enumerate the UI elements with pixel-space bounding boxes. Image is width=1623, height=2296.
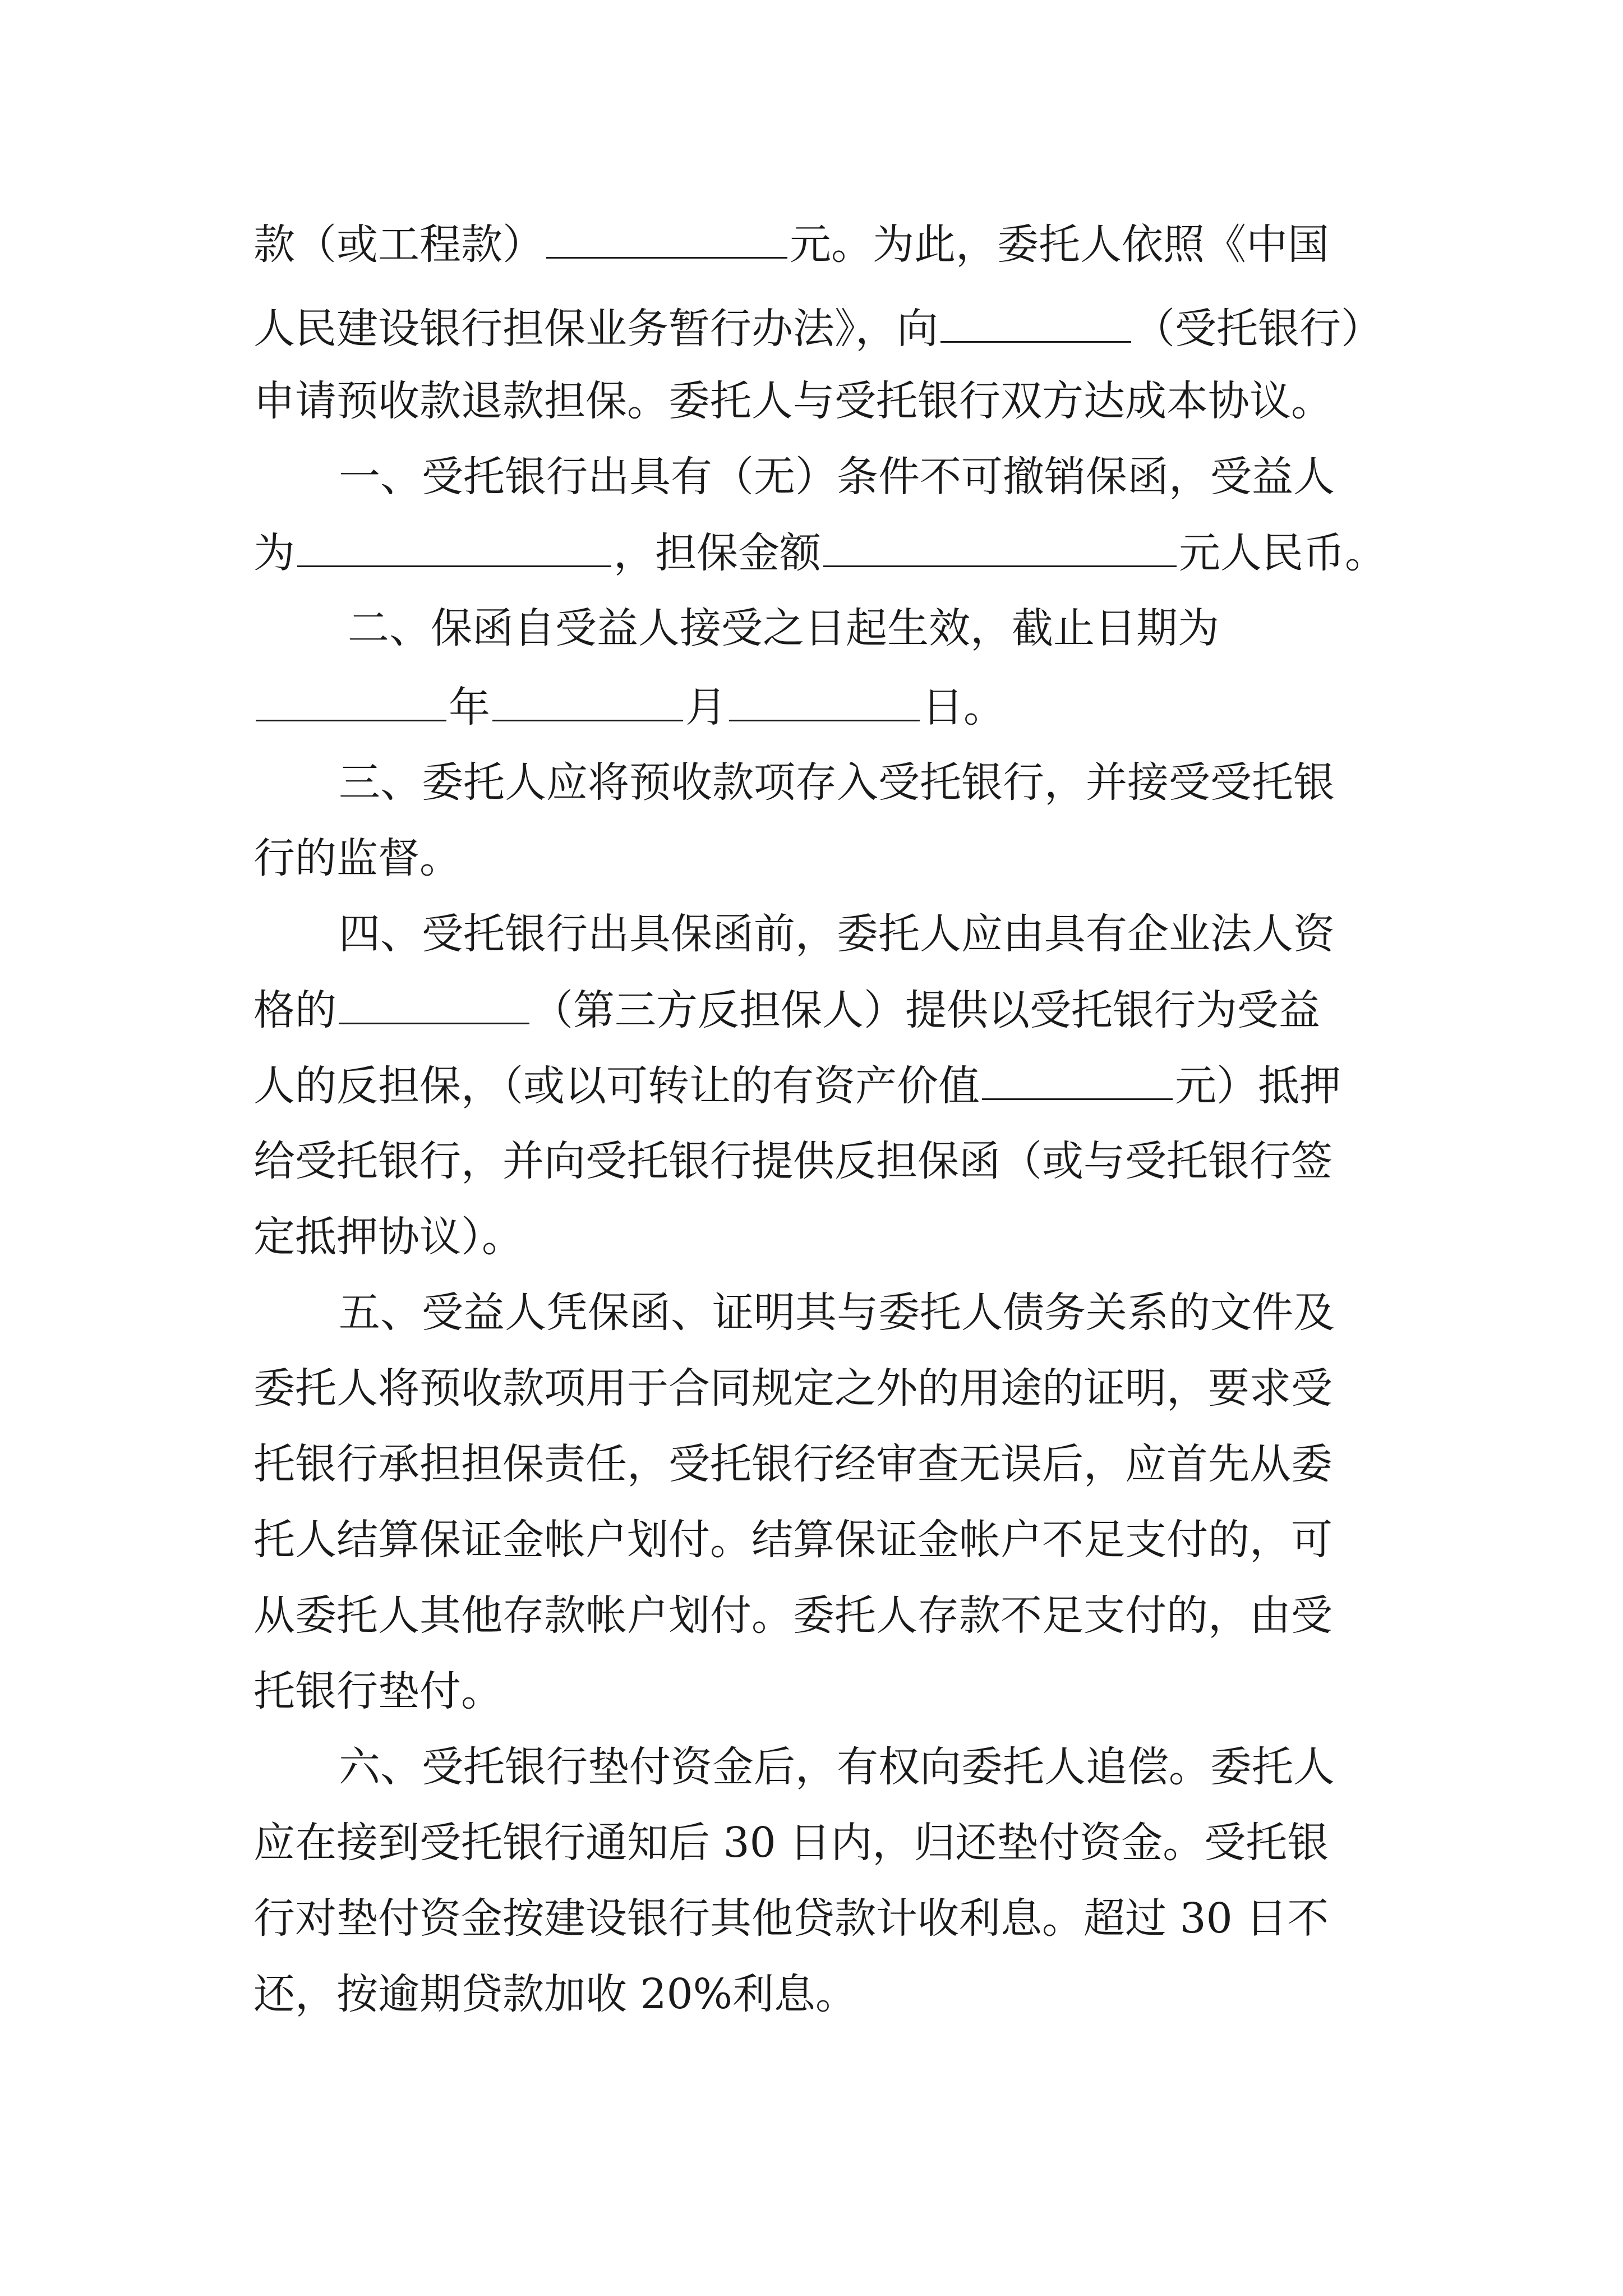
text-segment: ，担保金额 bbox=[614, 529, 821, 577]
text-segment: 元）抵押 bbox=[1175, 1062, 1341, 1110]
fill-blank bbox=[823, 522, 1177, 567]
text-segment: 月 bbox=[685, 683, 727, 731]
text-line: 四、受托银行出具保函前，委托人应由具有企业法人资 bbox=[339, 910, 1335, 958]
fill-blank bbox=[546, 213, 787, 259]
text-segment: 款（或工程款） bbox=[253, 220, 544, 269]
text-segment: 元人民币。 bbox=[1179, 529, 1386, 577]
text-line: 给受托银行，并向受托银行提供反担保函（或与受托银行签 bbox=[253, 1137, 1332, 1185]
text-segment: 格的 bbox=[253, 986, 336, 1034]
text-line: 托银行垫付。 bbox=[253, 1667, 502, 1715]
fill-blank bbox=[339, 979, 529, 1024]
fill-blank bbox=[940, 297, 1131, 343]
text-line: 托银行承担担保责任，受托银行经审查无误后，应首先从委 bbox=[253, 1440, 1332, 1488]
text-line bbox=[253, 522, 1386, 583]
text-segment: （受托银行） bbox=[1133, 305, 1382, 353]
text-line: 三、委托人应将预收款项存入受托银行，并接受受托银 bbox=[339, 758, 1335, 807]
fill-blank bbox=[982, 1055, 1173, 1100]
text-line: 还，按逾期贷款加收 20%利息。 bbox=[253, 1970, 857, 2018]
text-line bbox=[253, 213, 1375, 275]
text-line: 定抵押协议）。 bbox=[253, 1213, 523, 1261]
text-line: 从委托人其他存款帐户划付。委托人存款不足支付的，由受 bbox=[253, 1591, 1332, 1640]
text-segment: 年 bbox=[449, 683, 490, 731]
text-line: 行对垫付资金按建设银行其他贷款计收利息。超过 30 日不 bbox=[253, 1894, 1329, 1943]
text-segment: 元。为此，委托人依照《中国 bbox=[790, 220, 1329, 269]
text-line: 委托人将预收款项用于合同规定之外的用途的证明，要求受 bbox=[253, 1364, 1332, 1412]
text-segment: 为 bbox=[253, 529, 295, 577]
text-line: 五、受益人凭保函、证明其与委托人债务关系的文件及 bbox=[339, 1289, 1335, 1337]
text-segment: 日。 bbox=[922, 683, 1005, 731]
text-segment: （第三方反担保人）提供以受托银行为受益 bbox=[532, 986, 1320, 1034]
fill-blank bbox=[492, 676, 683, 721]
fill-blank bbox=[256, 676, 446, 721]
text-line bbox=[253, 676, 1375, 738]
text-segment: 人的反担保，（或以可转让的有资产价值 bbox=[253, 1062, 980, 1110]
text-line bbox=[253, 297, 1382, 359]
text-line: 一、受托银行出具有（无）条件不可撤销保函，受益人 bbox=[339, 453, 1335, 501]
fill-blank bbox=[297, 522, 611, 567]
text-line: 托人结算保证金帐户划付。结算保证金帐户不足支付的，可 bbox=[253, 1516, 1332, 1564]
text-line bbox=[253, 1055, 1375, 1116]
text-line: 行的监督。 bbox=[253, 834, 461, 882]
text-line bbox=[253, 979, 1375, 1041]
text-line: 二、保函自受益人接受之日起生效，截止日期为 bbox=[348, 604, 1219, 652]
text-line: 六、受托银行垫付资金后，有权向委托人追偿。委托人 bbox=[339, 1743, 1335, 1791]
text-line: 应在接到受托银行通知后 30 日内，归还垫付资金。受托银 bbox=[253, 1819, 1329, 1867]
fill-blank bbox=[729, 676, 920, 721]
text-line: 申请预收款退款担保。委托人与受托银行双方达成本协议。 bbox=[253, 377, 1332, 425]
text-segment: 人民建设银行担保业务暂行办法》，向 bbox=[253, 305, 938, 353]
